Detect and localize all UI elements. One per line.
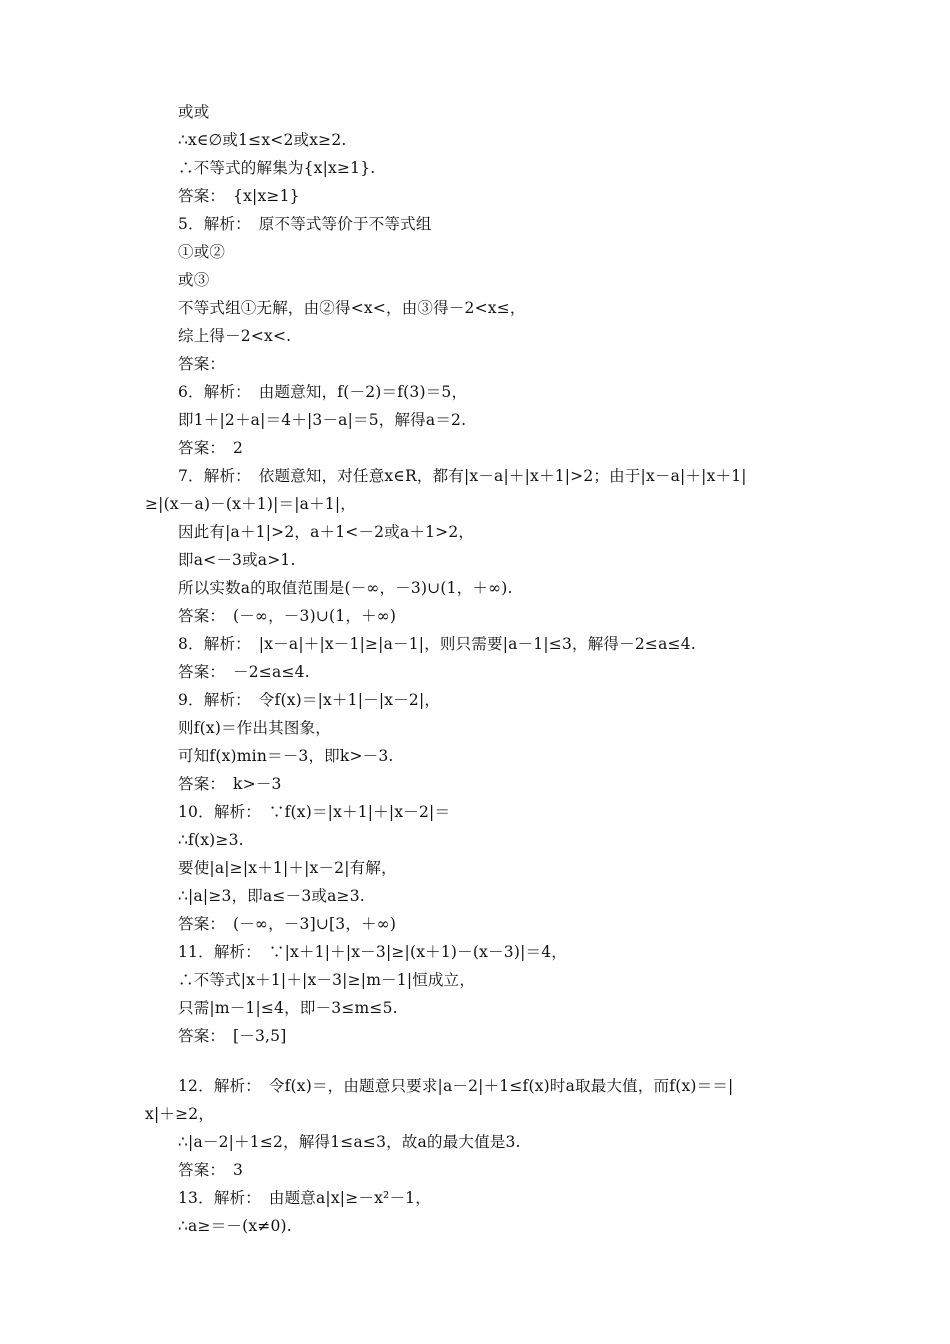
- text-line: ①或②: [178, 243, 226, 261]
- text-line: ∴x∈∅或1≤x<2或x≥2.: [178, 131, 347, 149]
- solution-heading-10: 10．解析： ∵f(x)＝|x＋1|＋|x－2|＝: [178, 803, 451, 821]
- text-line: 要使|a|≥|x＋1|＋|x－2|有解，: [178, 859, 397, 877]
- text-line: 或或: [178, 103, 210, 121]
- text-line: ∴不等式的解集为{x|x≥1}.: [178, 159, 376, 177]
- answer-line: 答案：: [178, 355, 226, 373]
- solution-heading-6: 6．解析： 由题意知，f(－2)＝f(3)＝5，: [178, 383, 468, 401]
- text-line: 只需|m－1|≤4，即－3≤m≤5.: [178, 999, 398, 1017]
- text-line: 即a<－3或a>1.: [178, 551, 296, 569]
- text-line: 因此有|a＋1|>2，a＋1<－2或a＋1>2，: [178, 523, 475, 541]
- solution-heading-9: 9．解析： 令f(x)＝|x＋1|－|x－2|，: [178, 691, 441, 709]
- text-line: ∴|a－2|＋1≤2，解得1≤a≤3，故a的最大值是3.: [178, 1133, 521, 1151]
- answer-line: 答案： (－∞，－3)∪(1，＋∞): [178, 607, 397, 625]
- answer-line: 答案： {x|x≥1}: [178, 187, 300, 205]
- text-line: ∴f(x)≥3.: [178, 831, 244, 849]
- text-line: ∴a≥＝－(x≠0).: [178, 1217, 292, 1235]
- answer-line: 答案： 2: [178, 439, 244, 457]
- text-line: ∴不等式|x＋1|＋|x－3|≥|m－1|恒成立，: [178, 971, 476, 989]
- text-line: ∴|a|≥3，即a≤－3或a≥3.: [178, 887, 365, 905]
- answer-line: 答案： 3: [178, 1161, 244, 1179]
- solution-heading-11: 11．解析： ∵|x＋1|＋|x－3|≥|(x＋1)－(x－3)|＝4，: [178, 943, 567, 961]
- text-line: 即1＋|2＋a|＝4＋|3－a|＝5，解得a＝2.: [178, 411, 467, 429]
- text-line: 可知f(x)min＝－3，即k>－3.: [178, 747, 394, 765]
- answer-line: 答案： k>－3: [178, 775, 282, 793]
- solution-heading-8: 8．解析： |x－a|＋|x－1|≥|a－1|，则只需要|a－1|≤3，解得－2≤a≤4.: [178, 635, 696, 653]
- answer-line: 答案： [－3,5]: [178, 1027, 287, 1045]
- solution-heading-5: 5．解析： 原不等式等价于不等式组: [178, 215, 432, 233]
- answer-line: 答案： －2≤a≤4.: [178, 663, 310, 681]
- text-line: 所以实数a的取值范围是(－∞，－3)∪(1，＋∞).: [178, 579, 513, 597]
- text-line: 或③: [178, 271, 210, 289]
- solution-heading-13: 13．解析： 由题意a|x|≥－x²－1，: [178, 1189, 431, 1207]
- answer-line: 答案： (－∞，－3]∪[3，＋∞): [178, 915, 397, 933]
- text-line: 综上得－2<x<.: [178, 327, 292, 345]
- solution-heading-12: 12．解析： 令f(x)＝，由题意只要求|a－2|＋1≤f(x)时a取最大值，而f(x)＝＝|: [178, 1077, 734, 1095]
- text-line: 不等式组①无解，由②得<x<，由③得－2<x≤，: [178, 299, 526, 317]
- text-line: 则f(x)＝作出其图象，: [178, 719, 331, 737]
- text-line: x|＋≥2，: [145, 1105, 215, 1123]
- solution-heading-7: 7．解析： 依题意知，对任意x∈R，都有|x－a|＋|x＋1|>2；由于|x－a|＋|x＋1|: [178, 467, 747, 485]
- text-line: ≥|(x－a)－(x＋1)|＝|a＋1|，: [145, 495, 356, 513]
